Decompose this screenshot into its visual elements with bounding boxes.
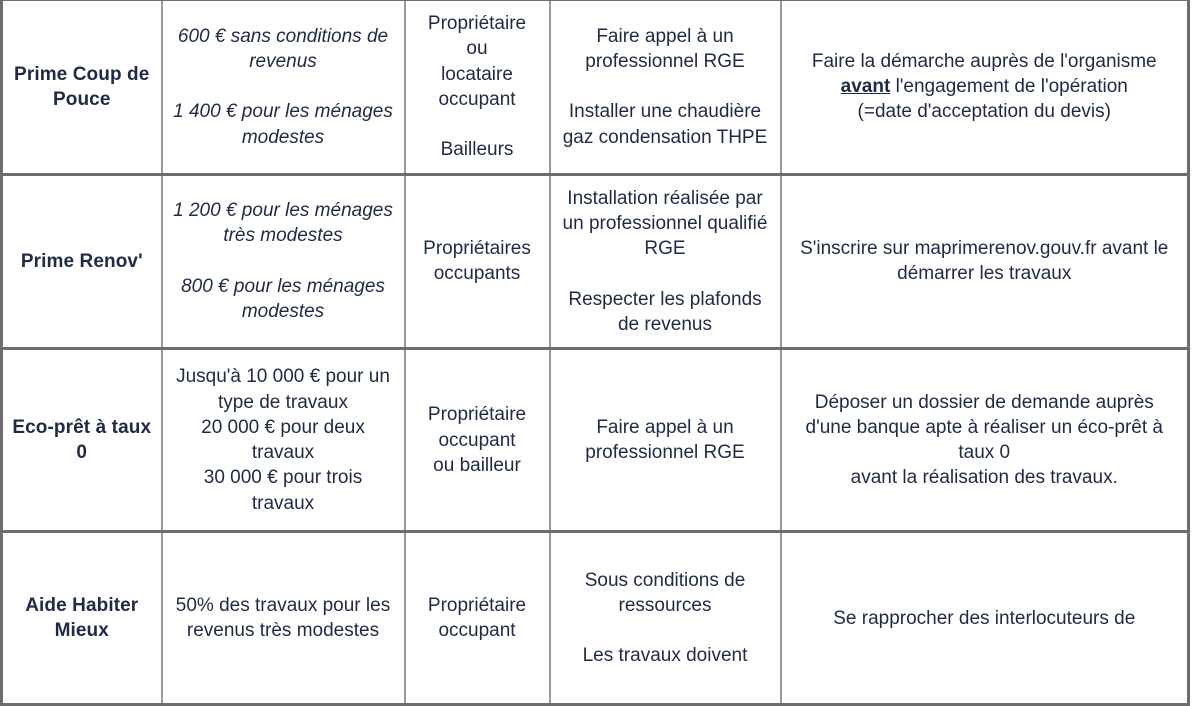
aid-amount-cell [162,0,405,174]
amount-line: 30 000 € pour trois travaux [203,467,363,514]
condition-line: Sous conditions de ressources [584,569,746,616]
condition-line: Faire appel à un professionnel RGE [585,25,745,72]
beneficiary-line: ou bailleur [433,454,521,476]
aid-conditions-cell [550,174,781,349]
steps-line: avant la réalisation des travaux. [850,467,1118,489]
amount-line: 800 € pour les ménages modestes [181,276,385,323]
steps-line: S'inscrire sur maprimerenov.gouv.fr avant le démarrer les travaux [800,238,1169,285]
spacer [559,261,772,286]
beneficiary-line: Propriétaires [423,238,531,260]
aid-amount-cell [162,349,405,532]
aid-name-cell [2,174,162,349]
beneficiary-line: Propriétaire [427,13,527,34]
aid-amount-cell [162,532,405,705]
beneficiary-line: Bailleurs [440,139,514,161]
aid-name-cell [2,532,162,705]
beneficiary-line: ou [466,38,488,60]
aid-conditions-cell [550,349,781,532]
amount-line: 20 000 € pour deux travaux [201,416,365,464]
amount-line: 1 400 € pour les ménages modestes [173,101,393,148]
condition-line: Installation réalisée par un professionnel qualifié RGE [562,187,768,260]
table-row [2,0,1189,174]
aid-steps-cell [781,349,1189,532]
beneficiary-line: occupant [438,88,516,110]
aid-beneficiary-cell [405,532,550,705]
aid-name-cell [2,349,162,532]
aid-steps-cell [781,532,1189,705]
beneficiary-line: locataire [441,63,513,85]
aid-name-label: Aide Habiter Mieux [25,594,139,642]
condition-line: Faire appel à un professionnel RGE [585,416,745,464]
steps-line: Déposer un dossier de demande auprès d'une banque apte à réaliser un éco-prêt à taux 0 [805,391,1163,464]
table-row [2,174,1189,349]
aid-conditions-cell [550,0,781,174]
spacer [559,74,772,99]
steps-line: l'engagement de l'opération [890,76,1128,98]
aid-beneficiary-cell [405,174,550,349]
condition-line: Installer une chaudière gaz condensation THPE [562,101,768,148]
spacer [171,249,396,274]
steps-emphasis: avant [840,76,891,98]
aid-beneficiary-cell [405,349,550,532]
beneficiary-line: occupant [438,429,516,451]
aid-steps-cell [781,174,1189,349]
aid-steps-cell [781,0,1189,174]
condition-line: Les travaux doivent [582,645,748,667]
condition-line: Respecter les plafonds de revenus [568,288,762,335]
spacer [171,74,396,99]
aid-conditions-cell [550,532,781,705]
spacer [559,618,772,643]
steps-line: (=date d'acceptation du devis) [857,101,1111,123]
beneficiary-line: Propriétaire [427,404,527,426]
beneficiary-line: occupant [438,620,516,642]
aid-name-label: Prime Renov' [20,250,143,272]
aid-name-label: Prime Coup de Pouce [14,63,150,110]
beneficiary-line: Propriétaire [427,594,527,616]
aid-name-cell [2,0,162,174]
table-row [2,349,1189,532]
steps-line: Se rapprocher des interlocuteurs de [833,607,1136,629]
steps-line: Faire la démarche auprès de l'organisme [811,50,1157,72]
amount-line: 50% des travaux pour les revenus très modestes [175,594,391,642]
aid-amount-cell [162,174,405,349]
amount-line: 1 200 € pour les ménages très modestes [173,200,393,247]
aid-beneficiary-cell [405,0,550,174]
table-body [2,0,1189,705]
amount-line: Jusqu'à 10 000 € pour un type de travaux [176,366,390,413]
amount-line: 600 € sans conditions de revenus [177,25,389,72]
table-row [2,532,1189,705]
spacer [414,112,541,137]
aid-name-label: Eco-prêt à taux 0 [12,416,152,464]
beneficiary-line: occupants [433,263,521,285]
